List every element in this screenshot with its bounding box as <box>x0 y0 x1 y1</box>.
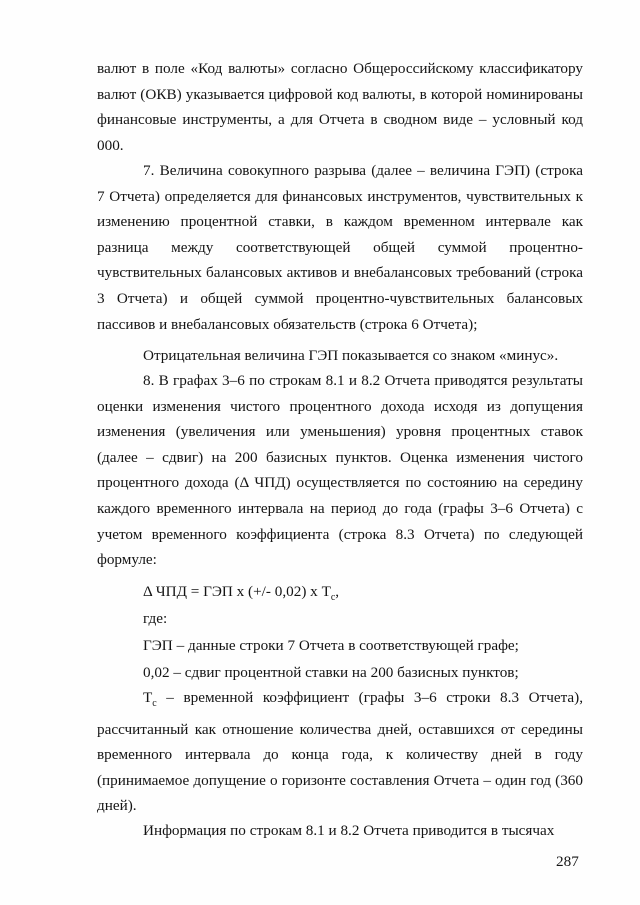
paragraph-negative-gap: Отрицательная величина ГЭП показывается со знаком «минус». <box>143 347 559 364</box>
page-number: 287 <box>556 853 579 870</box>
definition-shift: 0,02 – сдвиг процентной ставки на 200 базисных пунктов; <box>143 664 519 681</box>
formula-end: , <box>335 583 340 600</box>
paragraph-currency-code: валют в поле «Код валюты» согласно Общероссийскому классификатору валют (ОКВ) указывается цифровой код валюты, в которой номинированы финансовые инструменты, а для Отчета в сводном виде – условный код 000. <box>97 60 583 154</box>
definition-time-coefficient <box>97 685 583 819</box>
paragraph-item-7: 7. Величина совокупного разрыва (далее – величина ГЭП) (строка 7 Отчета) определяется для финансовых инструментов, чувствительных к изменению процентной ставки, в каждом временном интервале как разница между соответствующей общей суммой процентно-чувствительных балансовых активов и внебалансовых требований (строка 3 Отчета) и общей суммой процентно-чувствительных балансовых пассивов и внебалансовых обязательств (строка 6 Отчета); <box>97 162 583 333</box>
formula-text: Δ ЧПД = ГЭП х (+/- 0,02) х Т <box>143 583 331 600</box>
tc-symbol: Т <box>143 689 153 706</box>
tc-text: – временной коэффициент (графы 3–6 строки 8.3 Отчета), рассчитанный как отношение количества дней, оставшихся от середины временного интервала до конца года, к количеству дней в году (принимаемое допущение о горизонте составления Отчета – один год (360 дней). <box>97 689 583 815</box>
tc-subscript: с <box>152 698 157 710</box>
paragraph-thousands: Информация по строкам 8.1 и 8.2 Отчета приводится в тысячах <box>143 822 555 839</box>
formula-line <box>143 579 339 611</box>
paragraph-item-8: 8. В графах 3–6 по строкам 8.1 и 8.2 Отчета приводятся результаты оценки изменения чистого процентного дохода исходя из допущения изменения (увеличения или уменьшения) уровня процентных ставок (далее – сдвиг) на 200 базисных пунктов. Оценка изменения чистого процентного дохода (Δ ЧПД) осуществляется по состоянию на середину каждого временного интервала на период до года (графы 3–6 Отчета) с учетом временного коэффициента (строка 8.3 Отчета) по следующей формуле: <box>97 372 583 569</box>
formula-subscript: с <box>330 592 336 604</box>
where-label: где: <box>143 610 168 627</box>
definition-gap: ГЭП – данные строки 7 Отчета в соответствующей графе; <box>143 637 519 654</box>
